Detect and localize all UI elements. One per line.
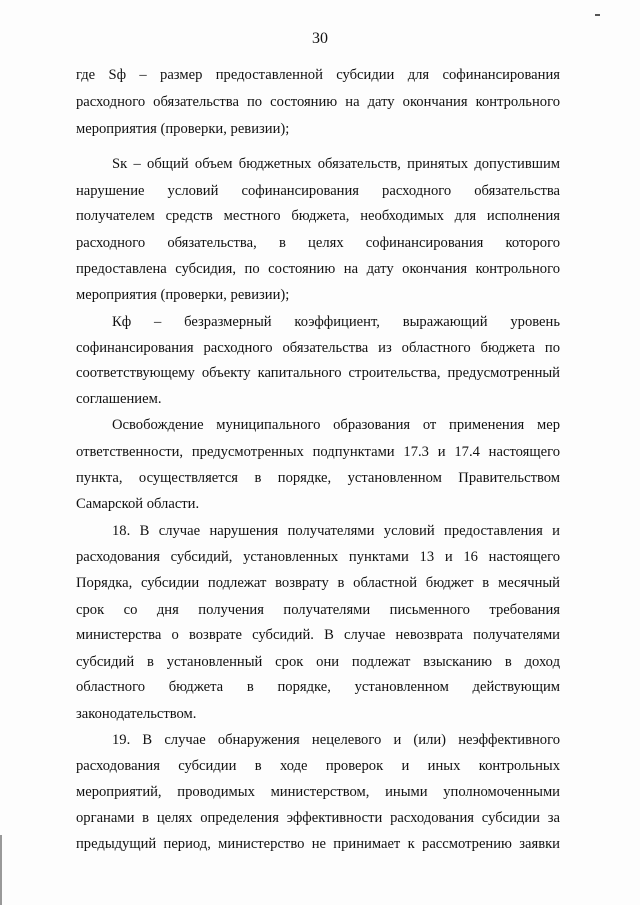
text-line: предыдущий период, министерство не принимает к рассмотрению заявки: [76, 836, 560, 852]
text-line: 18. В случае нарушения получателями условий предоставления и: [112, 523, 560, 539]
text-line: расходного обязательства, в целях софинансирования которого: [76, 235, 560, 251]
text-line: нарушение условий софинансирования расходного обязательства: [76, 183, 560, 199]
text-line: пункта, осуществляется в порядке, установленном Правительством: [76, 470, 560, 486]
text-line: 19. В случае обнаружения нецелевого и (или) неэффективного: [112, 732, 560, 748]
text-line: мероприятия (проверки, ревизии);: [76, 121, 290, 137]
text-line: мероприятия (проверки, ревизии);: [76, 287, 290, 303]
text-line: расходного обязательства по состоянию на дату окончания контрольного: [76, 94, 560, 110]
text-line: соответствующему объекту капитального строительства, предусмотренный: [76, 365, 560, 381]
text-line: Кф – безразмерный коэффициент, выражающий уровень: [112, 314, 560, 330]
text-line: Порядка, субсидии подлежат возврату в областной бюджет в месячный: [76, 575, 560, 591]
text-line: мероприятий, проводимых министерством, иными уполномоченными: [76, 784, 560, 800]
text-line: срок со дня получения получателями письменного требования: [76, 602, 560, 618]
text-line: предоставлена субсидия, по состоянию на дату окончания контрольного: [76, 261, 560, 277]
text-line: органами в целях определения эффективности расходования субсидии за: [76, 810, 560, 826]
text-line: расходования субсидии в ходе проверок и иных контрольных: [76, 758, 560, 774]
text-line: министерства о возврате субсидий. В случае невозврата получателями: [76, 627, 560, 643]
text-line: ответственности, предусмотренных подпунктами 17.3 и 17.4 настоящего: [76, 444, 560, 460]
text-line: соглашением.: [76, 391, 162, 407]
text-line: Освобождение муниципального образования от применения мер: [112, 417, 560, 433]
text-line: расходования субсидий, установленных пунктами 13 и 16 настоящего: [76, 549, 560, 565]
page-number: 30: [312, 30, 328, 47]
text-line: законодательством.: [76, 706, 197, 722]
scan-edge: [0, 835, 2, 905]
text-line: Самарской области.: [76, 496, 200, 512]
text-line: субсидий в установленный срок они подлежат взысканию в доход: [76, 654, 560, 670]
scan-mark: [595, 14, 600, 16]
text-line: где Sф – размер предоставленной субсидии для софинансирования: [76, 67, 560, 83]
text-line: получателем средств местного бюджета, необходимых для исполнения: [76, 208, 560, 224]
text-line: областного бюджета в порядке, установленном действующим: [76, 679, 560, 695]
text-line: софинансирования расходного обязательства из областного бюджета по: [76, 340, 560, 356]
text-line: Sк – общий объем бюджетных обязательств, принятых допустившим: [112, 156, 560, 172]
